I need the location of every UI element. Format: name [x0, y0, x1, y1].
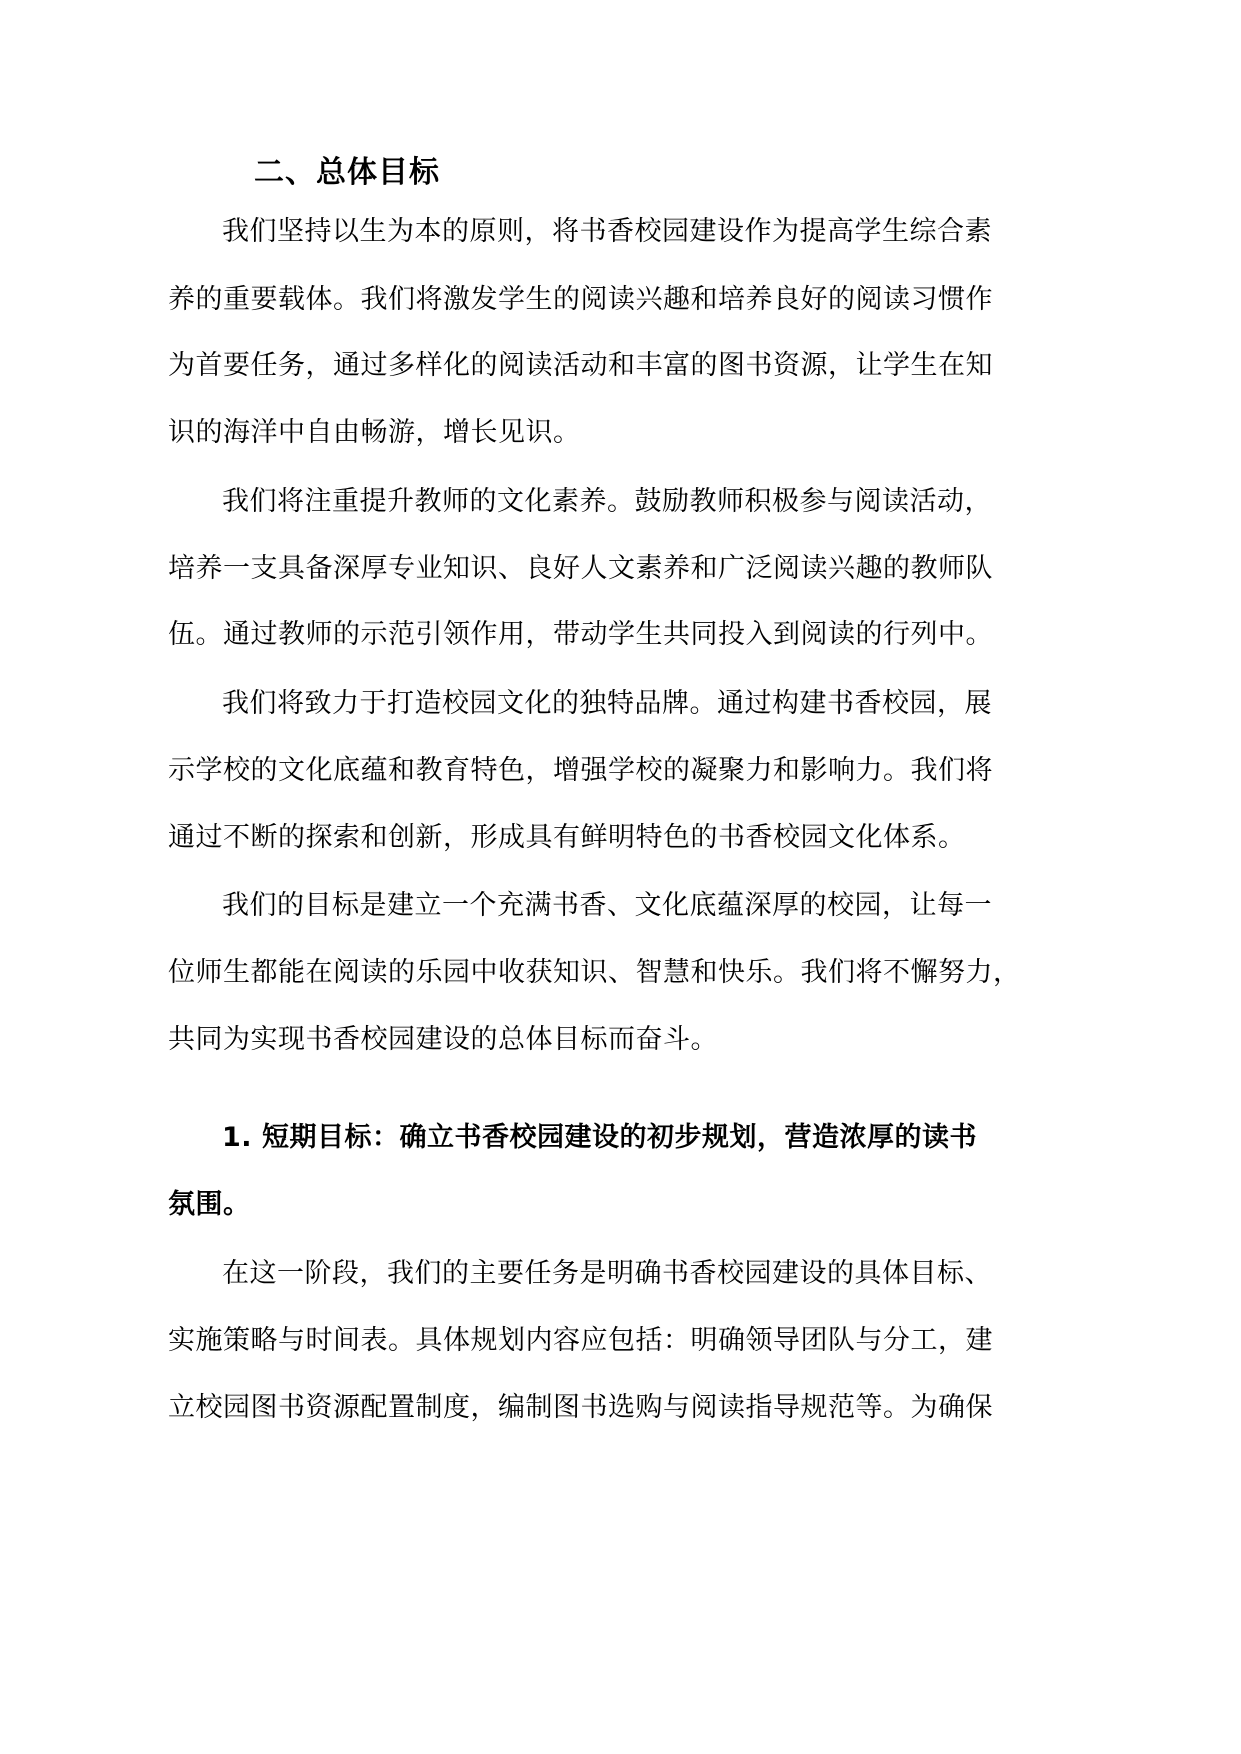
paragraph-4-line-3: 共同为实现书香校园建设的总体目标而奋斗。: [168, 1024, 718, 1055]
paragraph-3-line-2: 示学校的文化底蕴和教育特色，增强学校的凝聚力和影响力。我们将: [168, 755, 993, 786]
subsection-heading-line-1: 1. 短期目标：确立书香校园建设的初步规划，营造浓厚的读书: [222, 1122, 977, 1153]
paragraph-3-line-3: 通过不断的探索和创新，形成具有鲜明特色的书香校园文化体系。: [168, 822, 966, 853]
paragraph-5-line-3: 立校园图书资源配置制度，编制图书选购与阅读指导规范等。为确保: [168, 1392, 993, 1423]
paragraph-2-line-3: 伍。通过教师的示范引领作用，带动学生共同投入到阅读的行列中。: [168, 619, 993, 650]
paragraph-1-line-1: 我们坚持以生为本的原则，将书香校园建设作为提高学生综合素: [222, 216, 992, 247]
paragraph-4-line-2: 位师生都能在阅读的乐园中收获知识、智慧和快乐。我们将不懈努力，: [168, 957, 1021, 988]
subsection-heading-line-2: 氛围。: [168, 1189, 251, 1220]
paragraph-2-line-1: 我们将注重提升教师的文化素养。鼓励教师积极参与阅读活动，: [222, 486, 992, 517]
paragraph-1-line-4: 识的海洋中自由畅游，增长见识。: [168, 417, 581, 448]
paragraph-5-line-2: 实施策略与时间表。具体规划内容应包括：明确领导团队与分工，建: [168, 1325, 993, 1356]
paragraph-5-line-1: 在这一阶段，我们的主要任务是明确书香校园建设的具体目标、: [222, 1258, 992, 1289]
paragraph-1-line-2: 养的重要载体。我们将激发学生的阅读兴趣和培养良好的阅读习惯作: [168, 284, 993, 315]
paragraph-4-line-1: 我们的目标是建立一个充满书香、文化底蕴深厚的校园，让每一: [222, 890, 992, 921]
paragraph-2-line-2: 培养一支具备深厚专业知识、良好人文素养和广泛阅读兴趣的教师队: [168, 553, 993, 584]
paragraph-1-line-3: 为首要任务，通过多样化的阅读活动和丰富的图书资源，让学生在知: [168, 350, 993, 381]
paragraph-3-line-1: 我们将致力于打造校园文化的独特品牌。通过构建书香校园，展: [222, 688, 992, 719]
section-title: 二、总体目标: [254, 155, 440, 190]
